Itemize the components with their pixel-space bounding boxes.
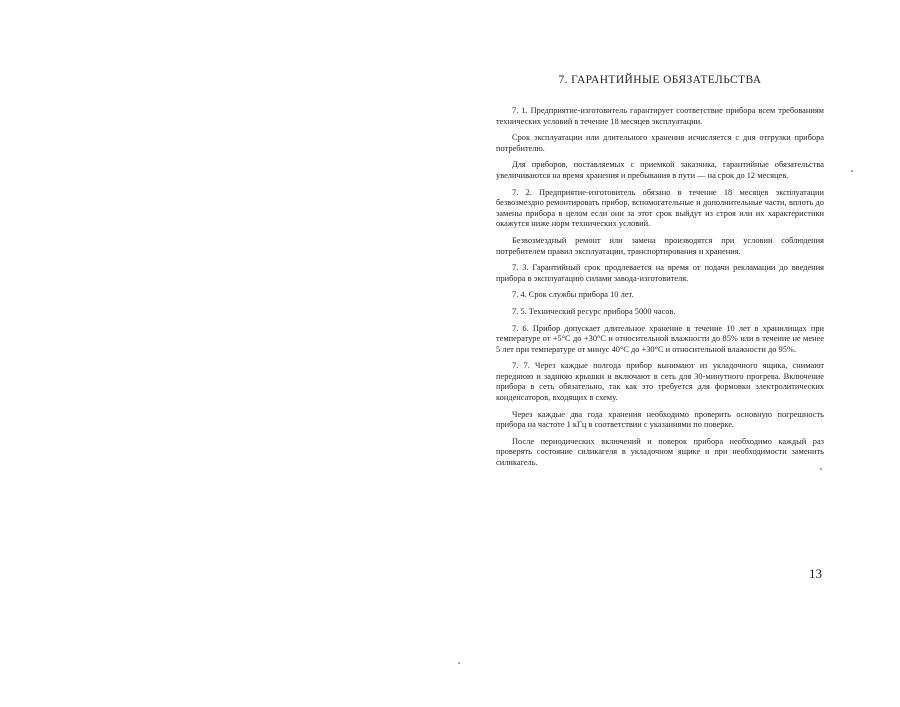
scan-speck <box>851 170 853 172</box>
paragraph-7-1: 7. 1. Предприятие-изготовитель гарантирует соответствие прибора всем требованиям технических условий в течение 18 месяцев эксплуатации. <box>496 106 824 126</box>
scan-speck <box>820 468 822 470</box>
paragraph-7-7: 7. 7. Через каждые полгода прибор вынимают из укладочного ящика, снимают переднюю и заднюю крышки и включают в сеть для 30-минутного прогрева. Включение прибора в сеть обязательно, так как это требуется для формовки электролитических конденсаторов, входящих в схему. <box>496 361 824 403</box>
section-heading: 7. ГАРАНТИЙНЫЕ ОБЯЗАТЕЛЬСТВА <box>558 74 762 86</box>
paragraph-7-4: 7. 4. Срок службы прибора 10 лет. <box>512 290 634 300</box>
text-column <box>496 74 824 475</box>
paragraph-operation-period: Срок эксплуатации или длительного хранения исчисляется с дня отгрузки прибора потребителю. <box>496 133 824 153</box>
scan-speck <box>458 662 460 664</box>
paragraph-silica-gel: После периодических включений и поверок прибора необходимо каждый раз проверять состояние силикагеля в укладочном ящике и при необходимости заменить силикагель. <box>496 436 824 468</box>
paragraph-7-6: 7. 6. Прибор допускает длительное хранение в течение 10 лет в хранилищах при температуре от +5°С до +30°С и относительной влажности до 85% или в течение не менее 5 лет при температуре от минус 40°С до +30°С и относительной влажности до 95%. <box>496 323 824 354</box>
paragraph-7-2: 7. 2. Предприятие-изготовитель обязано в течение 18 месяцев эксплуатации безвозмездно ремонтировать прибор, вспомогательные и дополнительные части, вплоть до замены прибора в целом если они за этот срок выйдут из строя или их характеристики окажутся ниже норм технических условий. <box>496 187 824 229</box>
paragraph-7-3: 7. 3. Гарантийный срок продлевается на время от подачи рекламации до введения прибора в эксплуатацию силами завода-изготовителя. <box>496 263 824 283</box>
paragraph-verification: Через каждые два года хранения необходимо проверить основную погрешность прибора на частоте 1 кГц в соответствии с указаниями по поверке. <box>496 409 824 430</box>
paragraph-customer-acceptance: Для приборов, поставляемых с приемкой заказчика, гарантийные обязательства увеличиваются на время хранения и пребывания в пути — на срок до 12 месяцев. <box>496 160 824 180</box>
page-number: 13 <box>809 566 822 581</box>
paragraph-free-repair: Безвозмездный ремонт или замена производятся при условии соблюдения потребителем правил эксплуатации, транспортирования и хранения. <box>496 235 824 256</box>
paragraph-7-5: 7. 5. Технический ресурс прибора 5000 часов. <box>512 306 676 316</box>
